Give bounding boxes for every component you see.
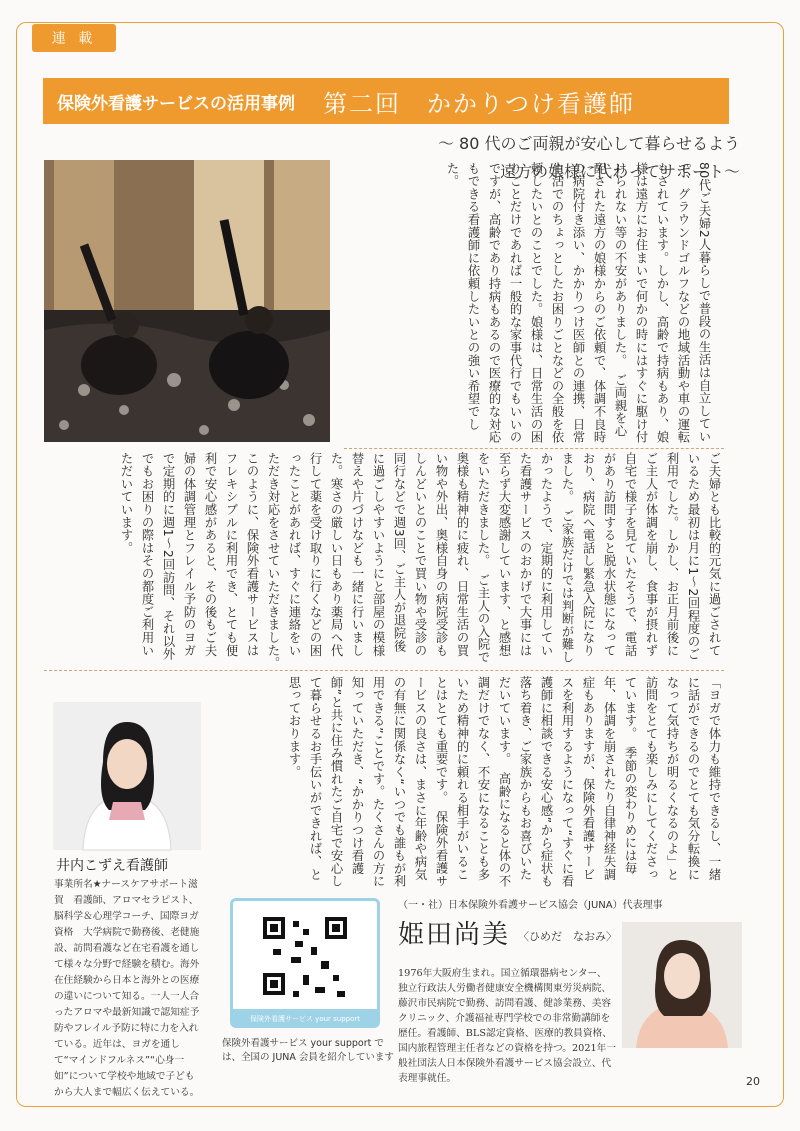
lead-line-2: 遠方の娘様に代わってサポート～	[500, 162, 740, 181]
page-number: 20	[746, 1075, 760, 1088]
body-middle: ご夫婦とも比較的元気に過ごされているため最初は月に1～2回程度のご利用でした。しかし、お正月前後にご主人が体調を崩し、食事が摂れず自宅で様子を見ていたそうで、電話があり訪問すると脱水状態になっており、病院へ電話し緊急入院になりました。 ご家族だけでは判断が難しかったようで、定期的に利用していた看護サービスのおかげで大事には至らず大変感謝しています、と感想をいただきました。 ご主人の入院で奥様も精神的に疲れ、日常生活の買い物や外出、奥様自身の病院受診もしんどいとのことで買い物や受診の同行などで週3回、ご主人が退院後に過ごしやすいようにと部屋の模様替えや片づけなども一緒に行いました。寒さの厳しい日もあり薬局へ代行して薬を受け取りに行くなどの困ったことがあれば、すぐに連絡をいただき対応をさせていただきました。 このように、保険外看護サービスはフレキシブルに利用でき、とても便利で安心感があると、その後もご夫婦の体調管理とフレイル予防のヨガで定期的に週1～2回訪問、それ以外でもお困りの際はその都度ご利用いただいています。	[119, 452, 721, 677]
body-lower: 「ヨガで体力も維持できるし、一緒に話ができるのでとても気分転換になって気持ちが明るくなるのよ」と訪問をとても楽しみにしてくださっています。 季節の変わりめには毎年、体調を崩されたり自律神経失調症もありますが、保険外看護サービスを利用するようになって“すぐに看護師に相談できる安心感”から症状も落ち着き、ご家族からもお喜びいただいています。 高齢になると体の不調だけでなく、不安になることも多いため精神的に頼れる相手がいることはとても重要です。 保険外看護サービスの良さは、まさに年齢や病気の有無に関係なく“いつでも誰もが利用できる”ことです。たくさんの方に知っていただき、“かかりつけ看護師”と共に住み慣れたご自宅で安心して暮らせるお手伝いができれば、と思っております。	[287, 676, 721, 888]
nurse-portrait	[53, 702, 201, 850]
nurse-name: 井内こずえ看護師	[56, 858, 168, 874]
ceo-kana: 〈ひめだ なおみ〉	[518, 930, 617, 943]
qr-label: 保険外看護サービス your support	[249, 1015, 361, 1023]
ceo-bio: 1976年大阪府生まれ。国立循環器病センター、独立行政法人労働者健康安全機構関東労災病院、藤沢市民病院で勤務、訪問看護、健診業務、美容クリニック、介護福祉専門学校での非常勤講師を歴任。看護師、BLS認定資格、医療的教員資格、国内旅程管理主任者などの資格を持つ。2021年一般社団法人日本保険外看護サービス協会設立、代表理事就任。	[398, 968, 617, 1084]
banner-title: 第二回 かかりつけ看護師	[323, 89, 635, 118]
ceo-organization: （一・社）日本保険外看護サービス協会（JUNA）代表理事	[398, 900, 663, 911]
qr-card[interactable]	[230, 898, 380, 1028]
divider-1	[344, 448, 724, 449]
series-tab: 連 載	[32, 24, 116, 52]
title-banner	[43, 78, 729, 124]
nurse-bio: 事業所名★ナースケアサポート滋賀 看護師、アロマセラピスト、脳科学＆心理学コーチ、国際ヨガ資格 大学病院で勤務後、老健施設、訪問看護など在宅看護を通して様々な分野で経験を積む。海外在住経験から日本と海外との医療の違いについて知る。一人一人合ったアロマや最新知識で認知症予防やフレイル予防に特に力を入れている。近年は、ヨガを通して“マインドフルネス”“心身一如”について学校や地域で子どもから大人まで幅広く伝えている。	[54, 879, 200, 1098]
divider-2	[44, 670, 724, 671]
ceo-photo	[622, 922, 742, 1048]
ceo-name: 姫田尚美	[398, 920, 511, 950]
yoga-photo	[44, 160, 330, 442]
lead-line-1: ～ 80 代のご両親が安心して暮らせるよう	[437, 134, 740, 153]
qr-caption: 保険外看護サービス your support では、全国の JUNA 会員を紹介しています	[222, 1038, 394, 1063]
body-upper: 80代ご夫婦2人暮らしで普段の生活は自立していて、グラウンドゴルフなどの地域活動や車の運転もされています。しかし、高齢で持病もあり、娘様は遠方にお住まいで何かの時にはすぐに駆け付けられない等の不安がありました。 ご両親を心配された遠方の娘様からのご依頼で、体調不良時の病院付き添い、かかりつけ医師との連携、日常生活でのちょっとしたお困りごとなどの全般を依頼したいとのことでした。娘様は、日常生活の困りごとだけであれば一般的な家事代行でもいいのですが、高齢であり持病もあるので医療的な対応もできる看護師に依頼したいとの強い希望でした。	[445, 162, 711, 444]
banner-subtitle: 保険外看護サービスの活用事例	[57, 93, 295, 114]
